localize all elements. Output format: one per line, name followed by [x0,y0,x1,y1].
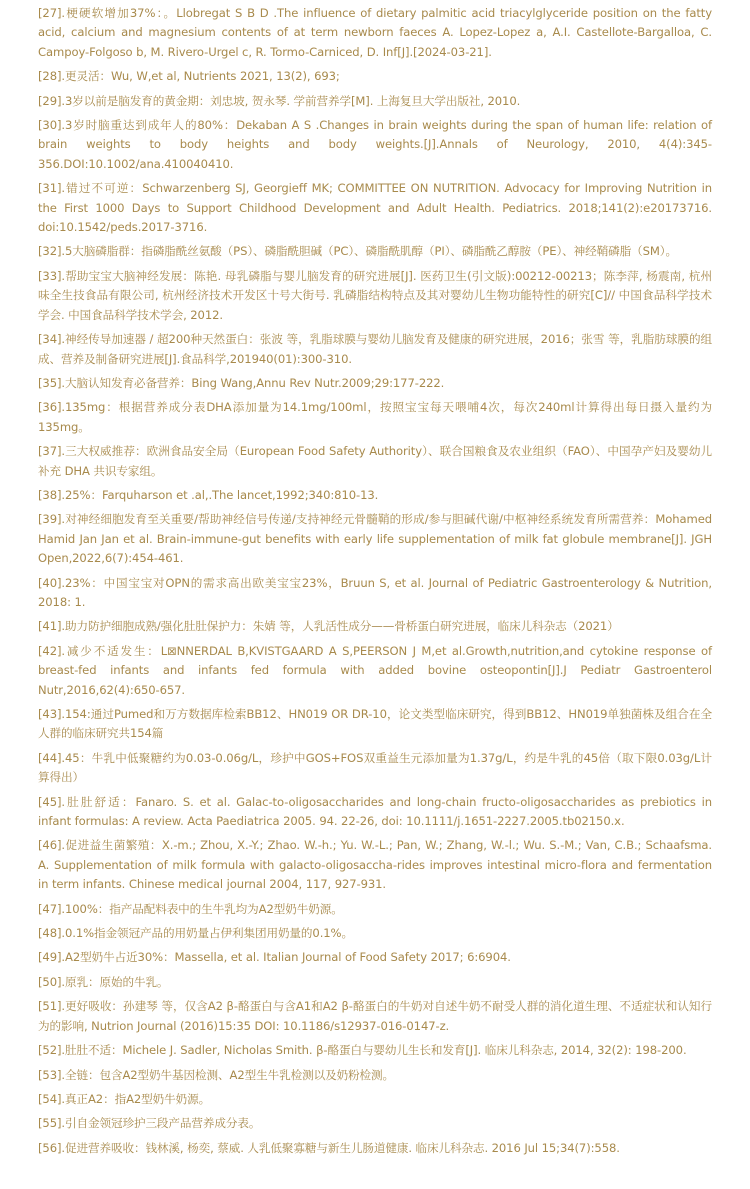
reference-item [38,486,712,505]
reference-item [38,997,712,1036]
reference-text: 154:通过Pumed和万方数据库检索BB12、HN019 OR DR-10，论文类型临床研究，得到BB12、HN019单独菌株及组合在全人群的临床研究共154篇 [38,707,712,741]
reference-number: [39]. [38,512,65,527]
reference-number: [42]. [38,643,65,658]
reference-text: 神经传导加速器 / 超200种天然蛋白：张波 等，乳脂球膜与婴幼儿脑发育及健康的研究进展，2016；张雪 等，乳脂肪球膜的组成、营养及制备研究进展[J].食品科学,201940(01):300-310. [38,332,712,366]
reference-item [38,442,712,481]
reference-item [38,398,712,437]
reference-number: [32]. [38,244,65,259]
reference-item [38,574,712,613]
reference-text: 23%：中国宝宝对OPN的需求高出欧美宝宝23%，Bruun S, et al. Journal of Pediatric Gastroenterology & Nutrition, 2018: 1. [38,575,712,609]
reference-number: [53]. [38,1067,65,1082]
reference-text: 促进营养吸收：钱林溪, 杨奕, 蔡威. 人乳低聚寡糖与新生儿肠道健康. 临床儿科杂志. 2016 Jul 15;34(7):558. [64,1140,620,1155]
reference-number: [40]. [38,575,65,590]
reference-text: 100%：指产品配料表中的生牛乳均为A2型奶牛奶源。 [64,901,343,916]
reference-number: [49]. [38,950,65,965]
reference-text: 梗硬软增加37%：。Llobregat S B D .The influence of dietary palmitic acid triacylglyceride position on the fatty acid, calcium and magnesium contents of at term newborn faeces A. Lopez-Lopez a, A.I. Castellote-Bargalloa, C. Campoy-Folgoso b, M. Rivero-Urgel c, R. Tormo-Carniced, D. Inf[J].[2024-03-21]. [38,6,712,59]
reference-text: 更灵活：Wu, W,et al, Nutrients 2021, 13(2), 693; [64,69,340,84]
reference-number: [35]. [38,375,65,390]
reference-item [38,374,712,393]
reference-text: A2型奶牛占近30%：Massella, et al. Italian Journal of Food Safety 2017; 6:6904. [64,950,511,965]
reference-text: 肚肚不适：Michele J. Sadler, Nicholas Smith. β-酪蛋白与婴幼儿生长和发育[J]. 临床儿科杂志, 2014, 32(2): 198-200. [64,1043,687,1058]
reference-text: 全链：包含A2型奶牛基因检测、A2型生牛乳检测以及奶粉检测。 [64,1067,395,1082]
reference-text: 5大脑磷脂群：指磷脂酰丝氨酸（PS）、磷脂酰胆碱（PC）、磷脂酰肌醇（PI）、磷脂酰乙醇胺（PE）、神经鞘磷脂（SM）。 [64,244,677,259]
reference-item [38,973,712,992]
reference-text: 真正A2：指A2型奶牛奶源。 [64,1091,211,1106]
reference-item [38,179,712,237]
reference-text: 对神经细胞发育至关重要/帮助神经信号传递/支持神经元骨髓鞘的形成/参与胆碱代谢/中枢神经系统发育所需营养：Mohamed Hamid Jan Jan et al. Brain-immune-gut benefits with early life supplementation of milk fat globule membrane[J]. JGH Open,2022,6(7):454-461. [38,512,712,566]
reference-text: 3岁时脑重达到成年人的80%：Dekaban A S .Changes in brain weights during the span of human life: relation of brain weights to body heights and body weights.[J].Annals of Neurology, 2010, 4(4):345-356.DOI:10.1002/ana.410040410. [38,118,712,171]
reference-text: 肚肚舒适：Fanaro. S. et al. Galac-to-oligosaccharides and long-chain fructo-oligosaccharides as prebiotics in infant formulas: A review. Acta Paediatrica 2005. 94. 22-26, doi: 10.1111/j.1651-2227.2005.tb02150.x. [38,794,712,829]
reference-text: 大脑认知发育必备营养：Bing Wang,Annu Rev Nutr.2009;29:177-222. [64,375,445,390]
reference-text: 45：牛乳中低聚糖约为0.03-0.06g/L，珍护中GOS+FOS双重益生元添加量为1.37g/L，约是牛乳的45倍（取下限0.03g/L计算得出） [38,750,712,785]
reference-number: [52]. [38,1043,65,1058]
reference-number: [30]. [38,118,65,133]
reference-text: 帮助宝宝大脑神经发展：陈艳. 母乳磷脂与婴儿脑发育的研究进展[J]. 医药卫生(引文版):00212-00213；陈李萍, 杨震南, 杭州味全生技食品有限公司, 杭州经济技术开发区十号大街号. 乳磷脂结构特点及其对婴幼儿生物功能特性的研究[C]// 中国食品科学技术学会. 中国食品科学技术学会, 2012. [38,268,712,322]
reference-number: [31]. [38,181,65,196]
reference-item [38,924,712,943]
reference-text: 3岁以前是脑发育的黄金期：刘忠坡, 贺永琴. 学前营养学[M]. 上海复旦大学出版社, 2010. [64,93,521,108]
reference-item [38,92,712,111]
reference-item [38,67,712,86]
reference-number: [44]. [38,750,65,765]
reference-item [38,1114,712,1133]
reference-list [38,4,712,1158]
reference-item [38,1041,712,1060]
reference-number: [29]. [38,93,65,108]
reference-item [38,242,712,261]
reference-text: 减少不适发生：L⊠NNERDAL B,KVISTGAARD A S,PEERSON J M,et al.Growth,nutrition,and cytokine response of breast-fed infants and infants fed formula with added bovine osteopontin[J].J Pediatr Gastroenterol Nutr,2016,62(4):650-657. [38,643,712,697]
reference-text: 助力防护细胞成熟/强化肚肚保护力：朱婧 等，人乳活性成分——骨桥蛋白研究进展，临床儿科杂志（2021） [64,619,619,634]
reference-item [38,749,712,788]
reference-number: [55]. [38,1116,65,1131]
reference-number: [56]. [38,1140,65,1155]
reference-item [38,948,712,967]
reference-number: [51]. [38,999,65,1014]
reference-text: 引自金领冠珍护三段产品营养成分表。 [64,1116,261,1131]
reference-number: [38]. [38,487,65,502]
reference-text: 错过不可逆：Schwarzenberg SJ, Georgieff MK; COMMITTEE ON NUTRITION. Advocacy for Improving Nutrition in the First 1000 Days to Support Childhood Development and Adult Health. Pediatrics. 2018;141(2):e20173716. doi:10.1542/peds.2017-3716. [38,181,712,235]
reference-text: 0.1%指金领冠产品的用奶量占伊利集团用奶量的0.1%。 [64,926,353,941]
reference-number: [43]. [38,707,65,721]
reference-number: [54]. [38,1091,65,1106]
reference-number: [41]. [38,619,65,634]
reference-item [38,510,712,568]
reference-text: 原乳：原始的牛乳。 [64,974,169,989]
reference-item [38,642,712,700]
reference-item [38,836,712,894]
reference-number: [47]. [38,901,65,916]
reference-item [38,900,712,919]
reference-item [38,1066,712,1085]
reference-text: 三大权威推荐：欧洲食品安全局（European Food Safety Authority）、联合国粮食及农业组织（FAO）、中国孕产妇及婴幼儿补充 DHA 共识专家组。 [38,444,712,478]
reference-item [38,1090,712,1109]
reference-number: [36]. [38,400,65,415]
reference-number: [33]. [38,268,65,283]
reference-item [38,267,712,325]
reference-item [38,617,712,636]
reference-number: [45]. [38,794,65,809]
reference-number: [27]. [38,6,65,20]
reference-number: [28]. [38,69,65,84]
reference-text: 135mg：根据营养成分表DHA添加量为14.1mg/100ml，按照宝宝每天喂哺4次，每次240ml计算得出每日摄入量约为135mg。 [38,400,712,434]
reference-item [38,330,712,369]
reference-item [38,1139,712,1158]
reference-number: [37]. [38,444,65,459]
reference-text: 更好吸收：孙建琴 等，仅含A2 β-酪蛋白与含A1和A2 β-酪蛋白的牛奶对自述牛奶不耐受人群的消化道生理、不适症状和认知行为的影响, Nutrion Journal (2016)15:35 DOI: 10.1186/s12937-016-0147-z. [38,999,712,1033]
reference-item [38,116,712,174]
reference-number: [46]. [38,838,65,853]
reference-text: 25%：Farquharson et .al,.The lancet,1992;340:810-13. [64,487,379,502]
reference-number: [48]. [38,926,65,941]
reference-item [38,793,712,832]
reference-text: 促进益生菌繁殖：X.-m.; Zhou, X.-Y.; Zhao. W.-h.; Yu. W.-L.; Pan, W.; Zhang, W.-l.; Wu. S.-M.; Van, C.B.; Schaafsma. A. Supplementation of milk formula with galacto-oligosaccha-rides improves intestinal micro-flora and fermentation in term infants. Chinese medical journal 2004, 117, 927-931. [38,838,712,892]
reference-item [38,705,712,744]
reference-number: [34]. [38,332,65,347]
reference-number: [50]. [38,974,65,989]
reference-item [38,4,712,62]
